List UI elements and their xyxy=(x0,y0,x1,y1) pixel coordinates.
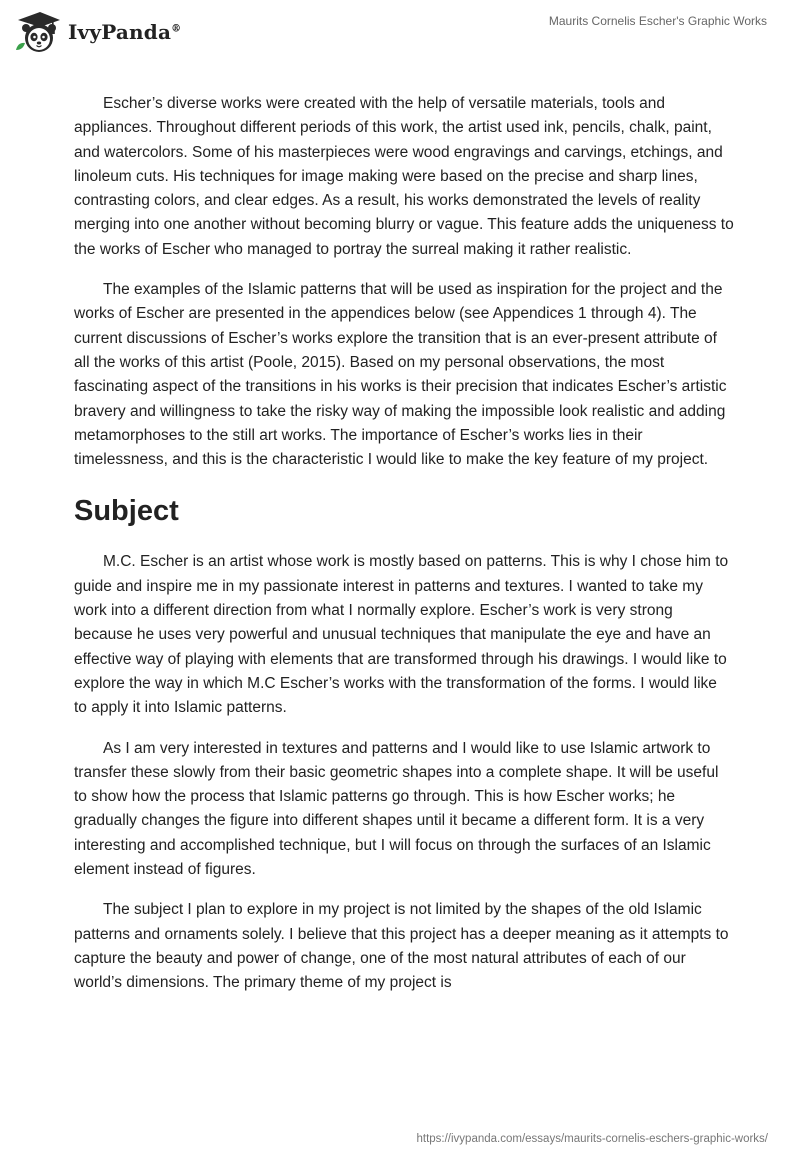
paragraph: The subject I plan to explore in my project is not limited by the shapes of the old Islamic patterns and ornaments solely. I believe that this project has a deeper meaning as it attempts to capture the beauty and power of change, one of the most natural attributes of each of our world’s dimensions. The primary theme of my project is xyxy=(74,901,729,992)
paragraph: The examples of the Islamic patterns that will be used as inspiration for the project and the works of Escher are presented in the appendices below (see Appendices 1 through 4). The current discussions of Escher’s works explore the transition that is an ever-present attribute of all the works of this artist (Poole, 2015). Based on my personal observations, the most fascinating aspect of the transitions in his works is their precision that indicates Escher’s artistic bravery and willingness to take the risky way of making the impossible look realistic and adding metamorphoses to the still art works. The importance of Escher’s works lies in their timelessness, and this is the characteristic I would like to make the key feature of my project. xyxy=(74,281,727,469)
paragraph: Escher’s diverse works were created with the help of versatile materials, tools and appliances. Throughout different periods of this work, the artist used ink, pencils, chalk, paint, and watercolors. Some of his masterpieces were wood engravings and carvings, etchings, and linoleum cuts. His techniques for image making were based on the precise and sharp lines, contrasting colors, and clear edges. As a result, his works demonstrated the levels of reality merging into one another without becoming blurry or vague. This feature adds the uniqueness to the works of Escher who managed to portray the surreal making it rather realistic. xyxy=(74,95,734,258)
paragraph: As I am very interested in textures and patterns and I would like to use Islamic artwork to transfer these slowly from their basic geometric shapes into a complete shape. It will be useful to show how the process that Islamic patterns go through. This is how Escher works; he gradually changes the figure into different shapes until it became a different form. It is a very interesting and accomplished technique, but I will focus on through the surfaces of an Islamic element instead of figures. xyxy=(74,739,719,879)
page-header xyxy=(0,0,800,70)
section-heading: Subject xyxy=(74,495,179,528)
essay-content xyxy=(74,92,734,1012)
paragraph: M.C. Escher is an artist whose work is mostly based on patterns. This is why I chose him to guide and inspire me in my passionate interest in patterns and textures. I wanted to take my work into a different direction from what I normally explore. Escher’s work is very strong because he uses very powerful and unusual techniques that manipulate the eye and have an effective way of playing with elements that are transformed through his drawings. I would like to explore the way in which M.C Escher’s works with the transformation of the forms. I would like to apply it into Islamic patterns. xyxy=(74,553,729,717)
registered-mark: ® xyxy=(171,23,182,35)
source-url[interactable]: https://ivypanda.com/essays/maurits-cornelis-eschers-graphic-works/ xyxy=(416,1133,768,1145)
panda-graduate-icon xyxy=(14,10,62,54)
brand-logo[interactable] xyxy=(14,10,181,54)
document-title: Maurits Cornelis Escher's Graphic Works xyxy=(548,14,767,28)
brand-name: IvyPanda® xyxy=(68,20,182,44)
